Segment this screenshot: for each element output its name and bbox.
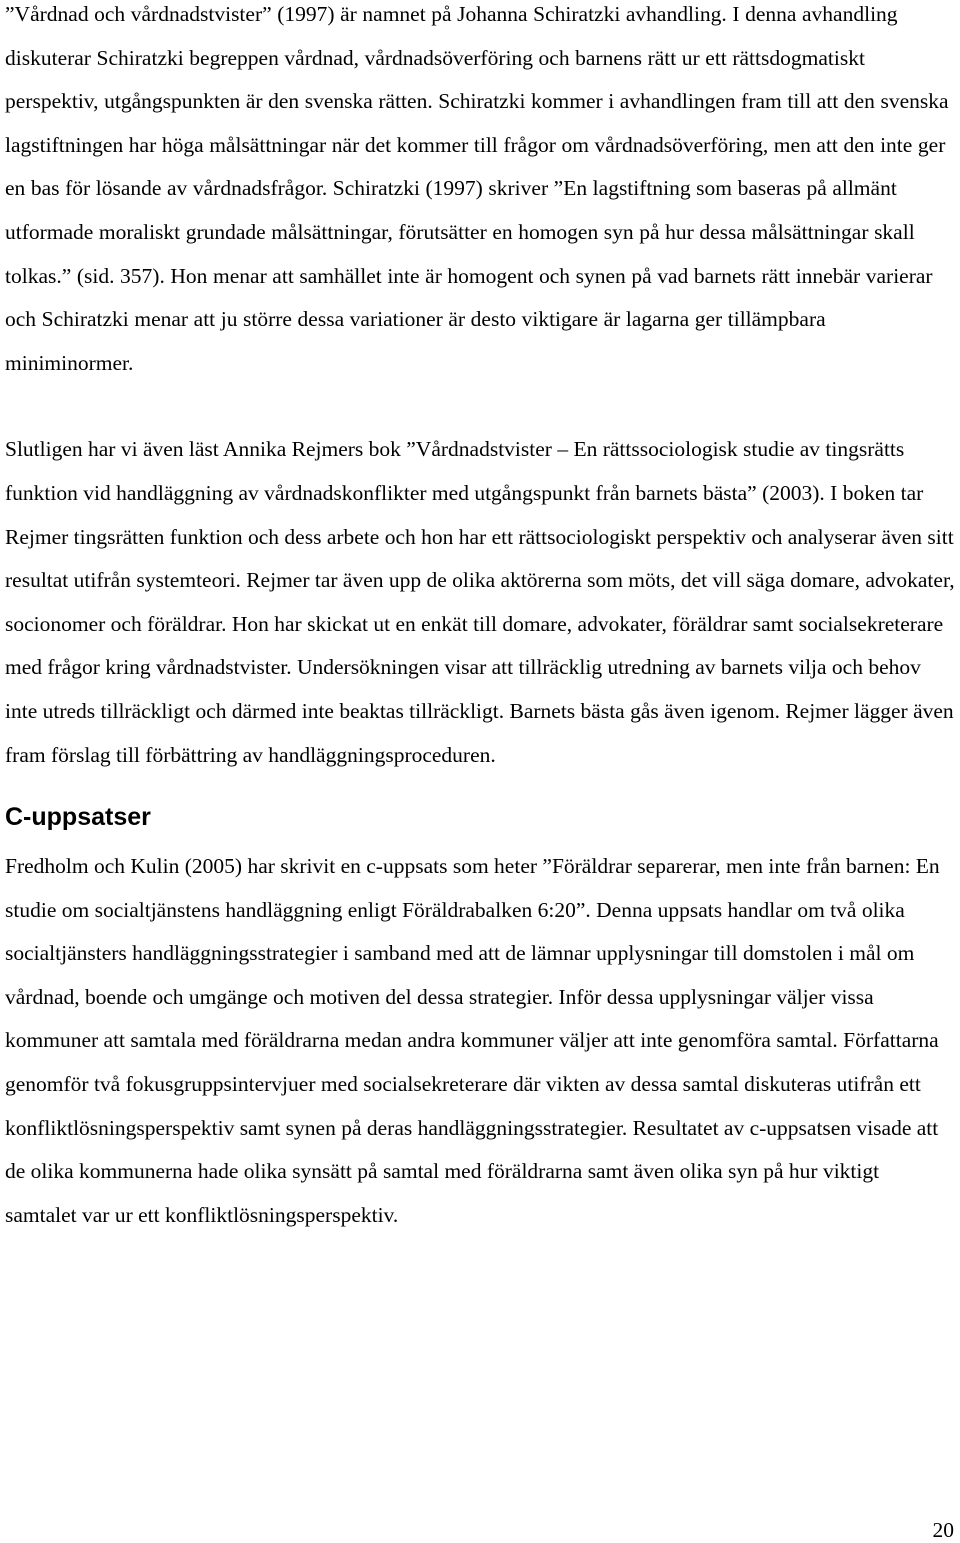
section-heading: C-uppsatser bbox=[5, 803, 151, 832]
body-paragraph-fredholm-kulin: Fredholm och Kulin (2005) har skrivit en c-uppsats som heter ”Föräldrar separerar, men inte från barnen: En studie om socialtjänstens handläggning enligt Föräldrabalken 6:20”. Denna uppsats handlar om två olika socialtjänsters handläggningsstrategier i samband med att de lämnar upplysningar till domstolen i mål om vårdnad, boende och umgänge och motiven del dessa strategier. Inför dessa upplysningar väljer vissa kommuner att samtala med föräldrarna medan andra kommuner väljer att inte genomföra samtal. Författarna genomför två fokusgruppsintervjuer med socialsekreterare där vikten av dessa samtal diskuteras utifrån ett konfliktlösningsperspektiv samt synen på deras handläggningsstrategier. Resultatet av c-uppsatsen visade att de olika kommunerna hade olika synsätt på samtal med föräldrarna samt även olika syn på hur viktigt samtalet var ur ett konfliktlösningsperspektiv. bbox=[5, 854, 940, 1227]
page-number: 20 bbox=[932, 1518, 954, 1542]
body-paragraph-schiratzki: ”Vårdnad och vårdnadstvister” (1997) är namnet på Johanna Schiratzki avhandling. I denna avhandling diskuterar Schiratzki begreppen vårdnad, vårdnadsöverföring och barnens rätt ur ett rättsdogmatiskt perspektiv, utgångspunkten är den svenska rätten. Schiratzki kommer i avhandlingen fram till att den svenska lagstiftningen har höga målsättningar när det kommer till frågor om vårdnadsöverföring, men att den inte ger en bas för lösande av vårdnadsfrågor. Schiratzki (1997) skriver ”En lagstiftning som baseras på allmänt utformade moraliskt grundade målsättningar, förutsätter en homogen syn på hur dessa målsättningar skall tolkas.” (sid. 357). Hon menar att samhället inte är homogent och synen på vad barnets rätt innebär varierar och Schiratzki menar att ju större dessa variationer är desto viktigare är lagarna ger tillämpbara miniminormer. bbox=[5, 2, 949, 375]
document-page bbox=[5, 0, 955, 1237]
body-paragraph-rejmer: Slutligen har vi även läst Annika Rejmers bok ”Vårdnadstvister – En rättssociologisk studie av tingsrätts funktion vid handläggning av vårdnadskonflikter med utgångspunkt från barnets bästa” (2003). I boken tar Rejmer tingsrätten funktion och dess arbete och hon har ett rättsociologiskt perspektiv och analyserar även sitt resultat utifrån systemteori. Rejmer tar även upp de olika aktörerna som möts, det vill säga domare, advokater, socionomer och föräldrar. Hon har skickat ut en enkät till domare, advokater, föräldrar samt socialsekreterare med frågor kring vårdnadstvister. Undersökningen visar att tillräcklig utredning av barnets vilja och behov inte utreds tillräckligt och därmed inte beaktas tillräckligt. Barnets bästa gås även igenom. Rejmer lägger även fram förslag till förbättring av handläggningsproceduren. bbox=[5, 437, 955, 767]
